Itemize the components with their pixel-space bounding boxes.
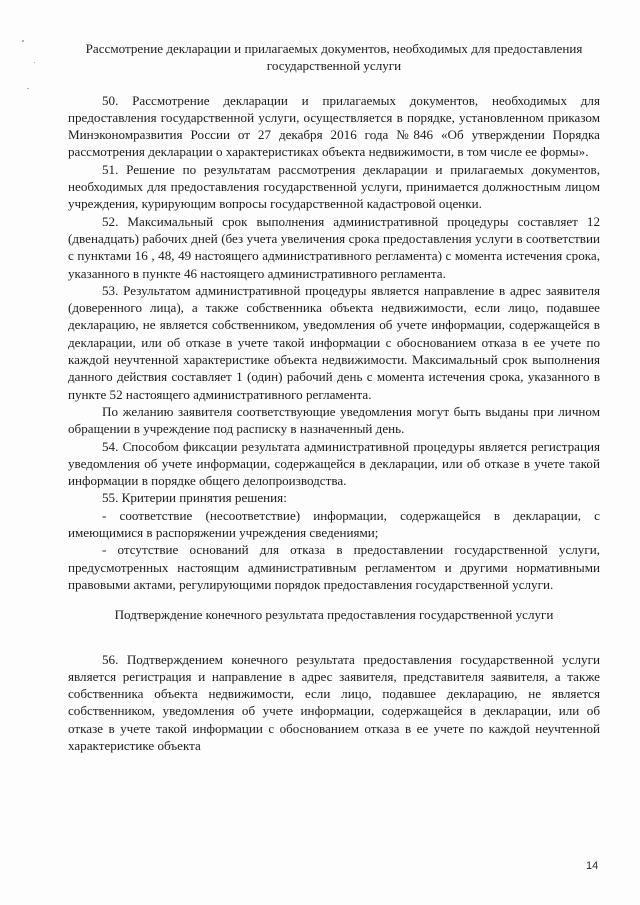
scan-speck xyxy=(27,88,29,89)
paragraph-54: 54. Способом фиксации результата административной процедуры является регистрация уведомления об учете информации, содержащейся в декларации, или об отказе в учете такой информации в порядке общего делопроизводства. xyxy=(68,438,600,489)
paragraph-53-addendum: По желанию заявителя соответствующие уведомления могут быть выданы при личном обращении в учреждение под расписку в назначенный день. xyxy=(68,403,600,437)
paragraph-52: 52. Максимальный срок выполнения административной процедуры составляет 12 (двенадцать) рабочих дней (без учета увеличения срока предоставления услуги в соответствии с пунктами 16 , 48, 49 настоящего административного регламента) с момента истечения срока, указанного в пункте 46 настоящего административного регламента. xyxy=(68,213,600,281)
section-heading-review: Рассмотрение декларации и прилагаемых документов, необходимых для предоставления государственной услуги xyxy=(85,41,583,74)
criteria-item-1: - соответствие (несоответствие) информации, содержащейся в декларации, с имеющимися в распоряжении учреждения сведениями; xyxy=(68,507,600,541)
paragraph-53: 53. Результатом административной процедуры является направление в адрес заявителя (доверенного лица), а также собственника объекта недвижимости, если лицо, подавшее декларацию, не является собственником, уведомления об учете информации, содержащейся в декларации, или об отказе в учете такой информации с обоснованием отказа в ее учете по каждой неучтенной характеристике объекта недвижимости. Максимальный срок выполнения данного действия составляет 1 (один) рабочий день с момента истечения срока, указанного в пункте 52 настоящего административного регламента. xyxy=(68,282,600,402)
scan-speck xyxy=(22,40,24,42)
paragraph-56: 56. Подтверждением конечного результата предоставления государственной услуги является регистрация и направление в адрес заявителя, представителя заявителя, а также собственника объекта недвижимости, если лицо, подавшее декларацию, не является собственником, уведомления об учете информации, содержащейся в декларации, или об отказе в учете такой информации с обоснованием отказа в ее учете по каждой неучтенной характеристике объекта xyxy=(68,651,600,753)
document-body xyxy=(68,40,600,754)
paragraph-51: 51. Решение по результатам рассмотрения декларации и прилагаемых документов, необходимых для предоставления государственной услуги, принимается должностным лицом учреждения, курирующим вопросы государственной кадастровой оценки. xyxy=(68,161,600,212)
paragraph-55: 55. Критерии принятия решения: xyxy=(102,490,287,506)
paragraph-50: 50. Рассмотрение декларации и прилагаемых документов, необходимых для предоставления государственной услуги, осуществляется в порядке, установленном приказом Минэкономразвития России от 27 декабря 2016 года №846 «Об утверждении Порядка рассмотрения декларации о характеристиках объекта недвижимости, в том числе ее формы». xyxy=(68,92,600,160)
section-heading-confirmation: Подтверждение конечного результата предоставления государственной услуги xyxy=(114,607,554,623)
scan-speck xyxy=(34,62,35,63)
page-number: 14 xyxy=(586,860,599,872)
criteria-item-2: - отсутствие оснований для отказа в предоставлении государственной услуги, предусмотренных настоящим административным регламентом и другими нормативными правовыми актами, регулирующими порядок предоставления государственной услуги. xyxy=(68,542,600,592)
